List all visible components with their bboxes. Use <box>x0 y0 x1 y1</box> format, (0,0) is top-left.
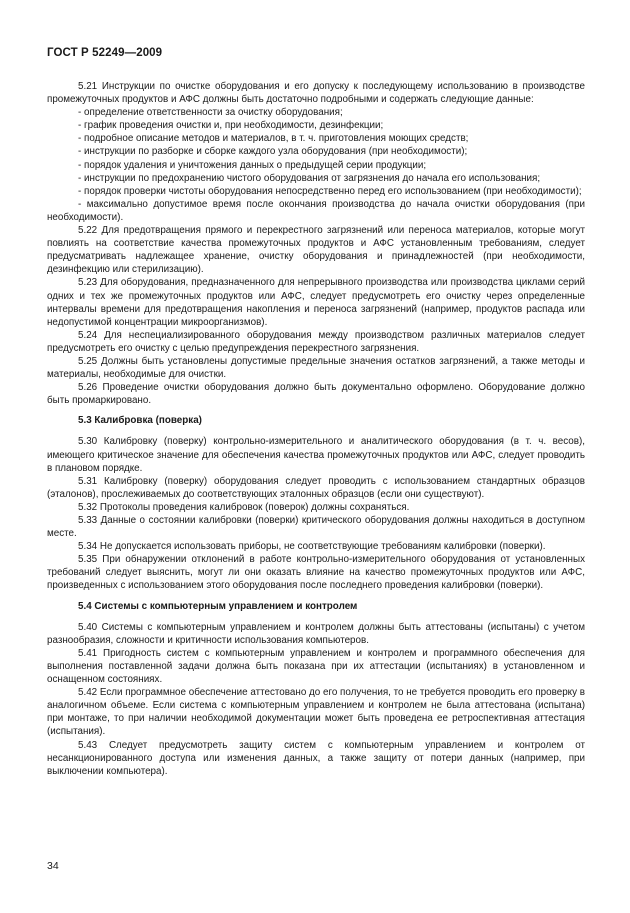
list-item: - определение ответственности за очистку оборудования; <box>78 107 343 119</box>
paragraph-5-25: 5.25 Должны быть установлены допустимые предельные значения остатков загрязнений, а также методы и материалы, необходимые для очистки. <box>47 355 585 381</box>
paragraph-5-31: 5.31 Калибровку (поверку) оборудования следует проводить с использованием стандартных образцов (эталонов), прослеживаемых до соответствующих эталонных образцов (если они существуют). <box>47 475 585 500</box>
paragraph-5-30: 5.30 Калибровку (поверку) контрольно-измерительного и аналитического оборудования (в т. ч. весов), имеющего критическое значение для обеспечения качества промежуточных продуктов или АФС, следует проводить в плановом порядке. <box>47 436 585 474</box>
paragraph-5-23: 5.23 Для оборудования, предназначенного для непрерывного производства или производства циклами серий одних и тех же промежуточных продуктов или АФС, следует предусмотреть его очистку через определенные интервалы времени для предотвращения накопления и переноса загрязнений (например, продуктов распада или недопустимой концентрации микроорганизмов). <box>47 277 585 328</box>
list-item: - подробное описание методов и материалов, в т. ч. приготовления моющих средств; <box>78 133 469 145</box>
list-item: - график проведения очистки и, при необходимости, дезинфекции; <box>78 120 384 132</box>
paragraph-5-24: 5.24 Для неспециализированного оборудования между производством различных материалов следует предусмотреть его очистку с целью предупреждения перекрестного загрязнения. <box>47 329 585 354</box>
list-item: - порядок проверки чистоты оборудования непосредственно перед его использованием (при необходимости); <box>78 185 582 197</box>
paragraph-5-35: 5.35 При обнаружении отклонений в работе контрольно-измерительного оборудования от установленных требований следует выяснить, могут ли они оказать влияние на качество промежуточных продуктов или АФС, произведенных с использованием этого оборудования после последнего проведения калибровки (поверки). <box>47 554 585 592</box>
paragraph-5-40: 5.40 Системы с компьютерным управлением и контролем должны быть аттестованы (испытаны) с учетом разнообразия, сложности и критичности использования компьютеров. <box>47 621 585 646</box>
list-item: - инструкции по предохранению чистого оборудования от загрязнения до начала его использования; <box>78 172 541 184</box>
paragraph-5-22: 5.22 Для предотвращения прямого и перекрестного загрязнений или переноса материалов, которые могут повлиять на соответствие качества промежуточных продуктов и АФС установленным требованиям, следует предусматривать надлежащее хранение, очистку оборудования и принадлежностей (при необходимости, дезинфекцию или стерилизацию). <box>47 225 585 276</box>
paragraph-5-43: 5.43 Следует предусмотреть защиту систем с компьютерным управлением и контролем от несанкционированного доступа или изменения данных, а также защиту от потери данных (например, при выключении компьютера). <box>47 739 585 777</box>
paragraph-5-42: 5.42 Если программное обеспечение аттестовано до его получения, то не требуется проводить его проверку в аналогичном объеме. Если система с компьютерным управлением и контролем не была аттестована (испытана) при монтаже, то при наличии необходимой документации может быть проведена ее ретроспективная аттестация (испытания). <box>47 687 585 738</box>
paragraph-5-33: 5.33 Данные о состоянии калибровки (поверки) критического оборудования должны находиться в доступном месте. <box>47 515 585 540</box>
paragraph-5-21: 5.21 Инструкции по очистке оборудования и его допуску к последующему использованию в производстве промежуточных продуктов и АФС должны быть достаточно подробными и содержать следующие данные: <box>47 81 585 106</box>
list-item: - инструкции по разборке и сборке каждого узла оборудования (при необходимости); <box>78 146 468 158</box>
section-heading-5-4: 5.4 Системы с компьютерным управлением и контролем <box>78 600 358 612</box>
section-heading-5-3: 5.3 Калибровка (поверка) <box>78 415 202 427</box>
document-body <box>47 80 585 778</box>
paragraph-5-26: 5.26 Проведение очистки оборудования должно быть документально оформлено. Оборудование должно быть промаркировано. <box>47 382 585 407</box>
paragraph-5-41: 5.41 Пригодность систем с компьютерным управлением и контролем и программного обеспечения для выполнения поставленной задачи должна быть показана при их аттестации (испытаниях) в установленном и оснащенном состояниях. <box>47 647 585 686</box>
list-item: - порядок удаления и уничтожения данных о предыдущей серии продукции; <box>78 159 427 171</box>
document-header: ГОСТ Р 52249—2009 <box>47 47 163 59</box>
page-number: 34 <box>47 860 59 872</box>
paragraph-5-34: 5.34 Не допускается использовать приборы, не соответствующие требованиям калибровки (поверки). <box>78 541 546 553</box>
list-item: - максимально допустимое время после окончания производства до начала очистки оборудования (при необходимости). <box>47 198 585 223</box>
paragraph-5-32: 5.32 Протоколы проведения калибровок (поверок) должны сохраняться. <box>78 501 410 513</box>
